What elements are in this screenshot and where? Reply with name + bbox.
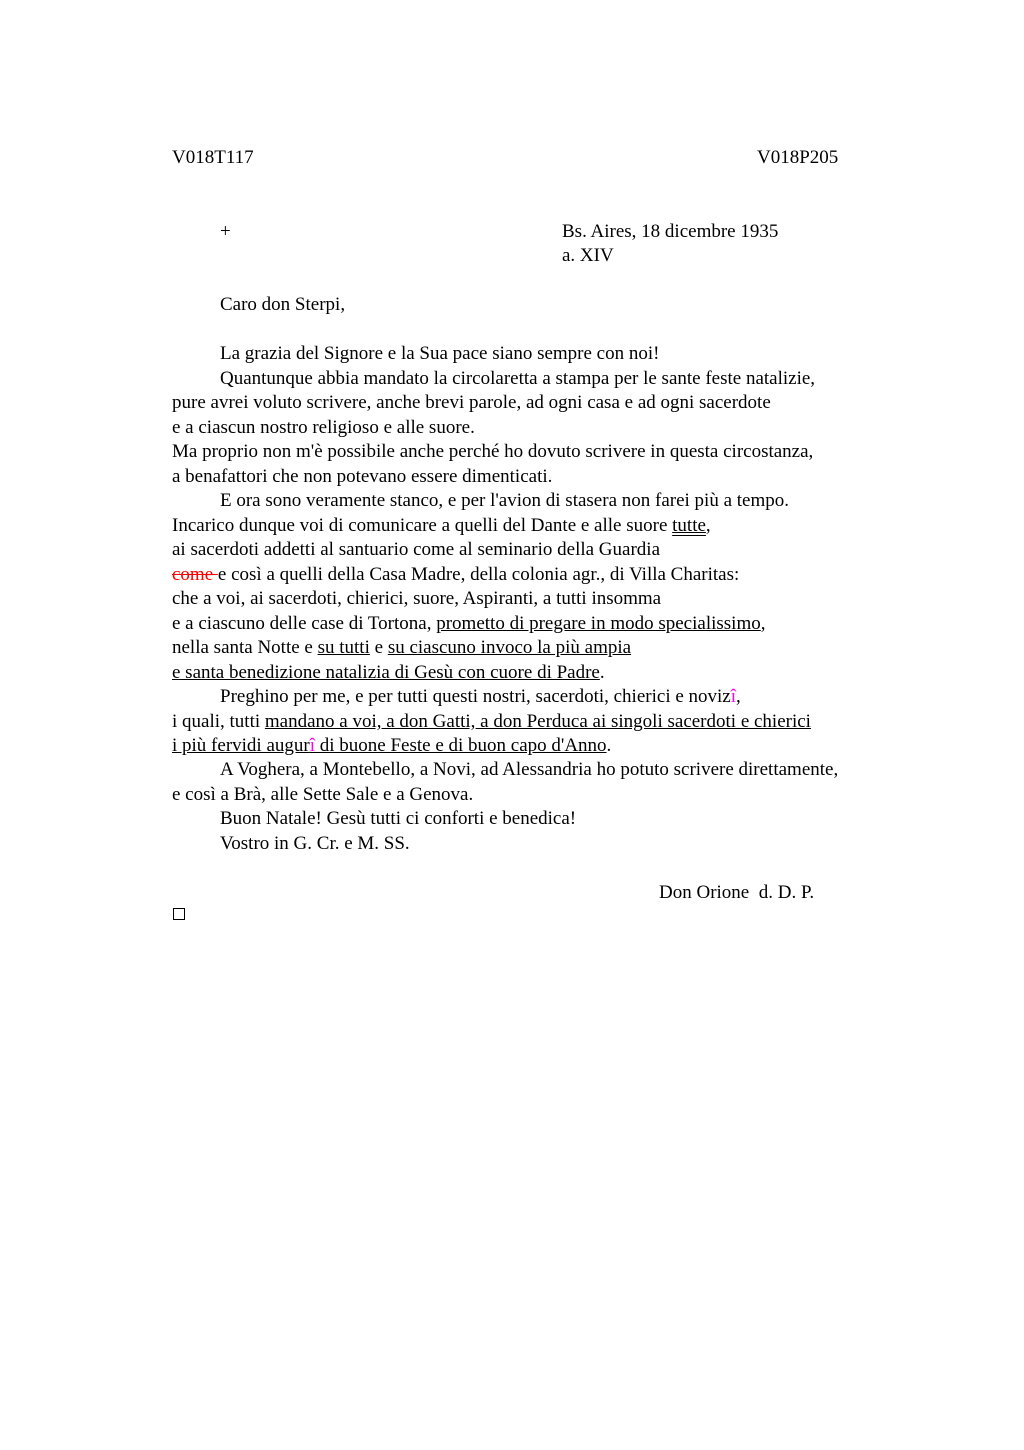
place-date: Bs. Aires, 18 dicembre 1935: [562, 221, 779, 242]
body-line: La grazia del Signore e la Sua pace siano sempre con noi!: [220, 343, 660, 364]
body-text: Preghino per me, e per tutti questi nostri, sacerdoti, chierici e noviz: [220, 686, 731, 707]
body-text: ,: [736, 686, 741, 707]
underlined-text: su tutti: [317, 637, 370, 658]
body-line: [172, 710, 811, 734]
body-line: e così a Brà, alle Sette Sale e a Genova.: [172, 784, 474, 805]
body-text: ,: [705, 515, 711, 536]
underlined-text: prometto di pregare in modo specialissimo: [436, 613, 761, 634]
body-line: [172, 563, 739, 587]
body-line: Quantunque abbia mandato la circolaretta a stampa per le sante feste natalizie,: [220, 368, 816, 389]
body-text: .: [599, 662, 605, 683]
body-text: .: [606, 735, 612, 756]
cross-symbol: +: [220, 221, 231, 242]
signature: Don Orione d. D. P.: [659, 882, 815, 903]
closing-line: Vostro in G. Cr. e M. SS.: [220, 833, 410, 854]
underlined-text: e santa benedizione natalizia di Gesù con cuore di Padre: [172, 662, 600, 683]
inserted-character: î: [730, 686, 737, 707]
fascist-era-year: a. XIV: [562, 245, 614, 266]
body-line: a benafattori che non potevano essere dimenticati.: [172, 466, 553, 487]
deleted-text: come: [172, 564, 218, 585]
body-line: e a ciascun nostro religioso e alle suore.: [172, 417, 475, 438]
body-text: nella santa Notte e: [172, 637, 318, 658]
body-text: e così a quelli della Casa Madre, della colonia agr., di Villa Charitas:: [217, 564, 740, 585]
body-line: [172, 636, 631, 660]
body-line: [172, 734, 611, 758]
left-archive-code: V018T117: [172, 147, 254, 168]
body-text: i quali, tutti: [172, 711, 265, 732]
body-text: ,: [760, 613, 766, 634]
body-line: [172, 661, 605, 685]
double-underlined-text: tutte: [672, 515, 706, 536]
body-line: ai sacerdoti addetti al santuario come al seminario della Guardia: [172, 539, 660, 560]
body-line: Buon Natale! Gesù tutti ci conforti e benedica!: [220, 808, 577, 829]
body-line: [220, 685, 741, 709]
underlined-text: mandano a voi, a don Gatti, a don Perduca ai singoli sacerdoti e chierici: [264, 711, 811, 732]
body-line: E ora sono veramente stanco, e per l'avion di stasera non farei più a tempo.: [220, 490, 789, 511]
underlined-text: [172, 735, 607, 756]
underlined-segment: di buone Feste e di buon capo d'Anno: [315, 735, 607, 756]
body-text: e: [369, 637, 388, 658]
end-square-symbol: [173, 908, 185, 920]
body-line: [172, 612, 765, 636]
right-archive-code: V018P205: [757, 147, 839, 168]
underlined-text: su ciascuno invoco la più ampia: [387, 637, 632, 658]
body-text: Incarico dunque voi di comunicare a quelli del Dante e alle suore: [172, 515, 673, 536]
body-line: che a voi, ai sacerdoti, chierici, suore, Aspiranti, a tutti insomma: [172, 588, 662, 609]
body-line: [172, 514, 711, 538]
body-line: pure avrei voluto scrivere, anche brevi parole, ad ogni casa e ad ogni sacerdote: [172, 392, 771, 413]
body-line: Ma proprio non m'è possibile anche perché ho dovuto scrivere in questa circostanza,: [172, 441, 814, 462]
inserted-character: î: [309, 735, 315, 756]
body-text: e a ciascuno delle case di Tortona,: [172, 613, 437, 634]
body-line: A Voghera, a Montebello, a Novi, ad Alessandria ho potuto scrivere direttamente,: [220, 759, 839, 780]
underlined-segment: i più fervidi augur: [172, 735, 310, 756]
salutation: Caro don Sterpi,: [220, 294, 346, 315]
